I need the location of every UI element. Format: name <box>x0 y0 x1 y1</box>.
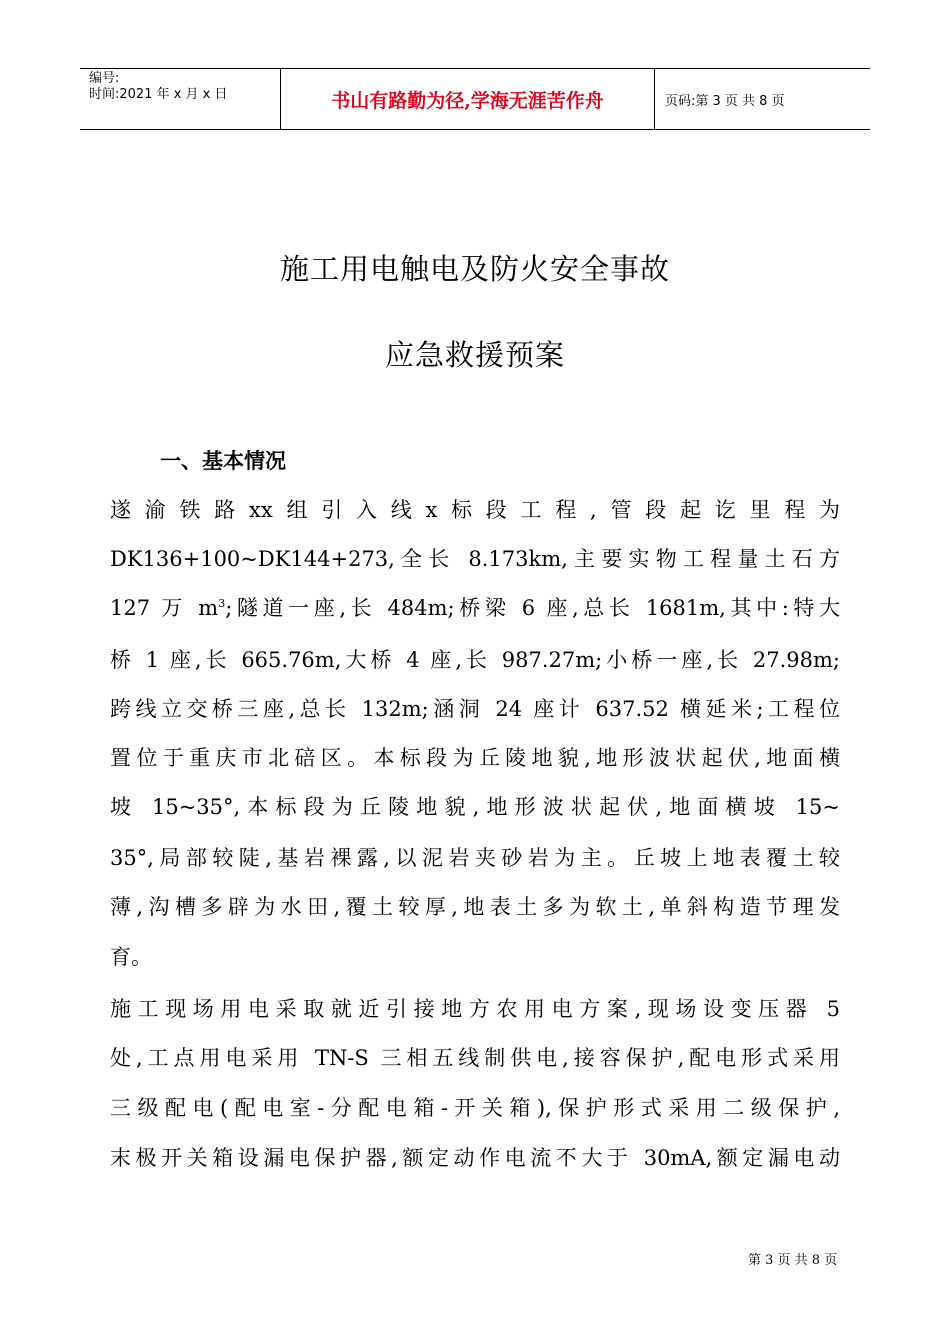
number-label: 编号: <box>89 71 120 86</box>
header-motto: 书山有路勤为径,学海无涯苦作舟 <box>281 69 655 129</box>
page-footer: 第 3 页 共 8 页 <box>748 1253 838 1268</box>
paragraph-line: 跨线立交桥三座,总长 132m;涵洞 24 座计 637.52 横延米;工程位 <box>110 697 840 721</box>
document-title-line1: 施工用电触电及防火安全事故 <box>279 252 670 286</box>
paragraph-line: 育。 <box>110 945 152 969</box>
date-label: 时间:2021 年 x 月 x 日 <box>89 87 228 102</box>
line-text: ;隧道一座,长 484m;桥梁 6 座,总长 1681m,其中:特大 <box>225 596 840 620</box>
paragraph-line: 35°,局部较陡,基岩裸露,以泥岩夹砂岩为主。丘坡上地表覆土较 <box>110 846 840 870</box>
paragraph-line: 三级配电(配电室-分配电箱-开关箱),保护形式采用二级保护, <box>110 1096 840 1120</box>
paragraph-line: 坡 15~35°,本标段为丘陵地貌,地形波状起伏,地面横坡 15~ <box>110 795 840 819</box>
paragraph-line: 施工现场用电采取就近引接地方农用电方案,现场设变压器 5 <box>110 997 840 1021</box>
section-heading: 一、基本情况 <box>160 449 286 473</box>
header-meta <box>80 69 281 129</box>
paragraph-line: 末极开关箱设漏电保护器,额定动作电流不大于 30mA,额定漏电动 <box>110 1146 840 1170</box>
superscript: 3 <box>218 597 226 610</box>
paragraph-line: 遂渝铁路xx组引入线x标段工程,管段起讫里程为 <box>110 498 840 522</box>
paragraph-line: 桥 1 座,长 665.76m,大桥 4 座,长 987.27m;小桥一座,长 27.98m; <box>110 648 840 672</box>
line-text: 127 万 m <box>110 596 219 620</box>
paragraph-line <box>110 592 840 622</box>
paragraph-line: 薄,沟槽多辟为水田,覆土较厚,地表土多为软土,单斜构造节理发 <box>110 895 840 919</box>
header-page-label: 页码:第 3 页 共 8 页 <box>665 93 785 109</box>
page-header <box>80 68 870 130</box>
paragraph-line: 处,工点用电采用 TN-S 三相五线制供电,接容保护,配电形式采用 <box>110 1046 840 1070</box>
paragraph-line: 置位于重庆市北碚区。本标段为丘陵地貌,地形波状起伏,地面横 <box>110 746 840 770</box>
paragraph-line: DK136+100~DK144+273,全长 8.173km,主要实物工程量土石方 <box>110 547 840 571</box>
document-title-line2: 应急救援预案 <box>384 338 565 372</box>
